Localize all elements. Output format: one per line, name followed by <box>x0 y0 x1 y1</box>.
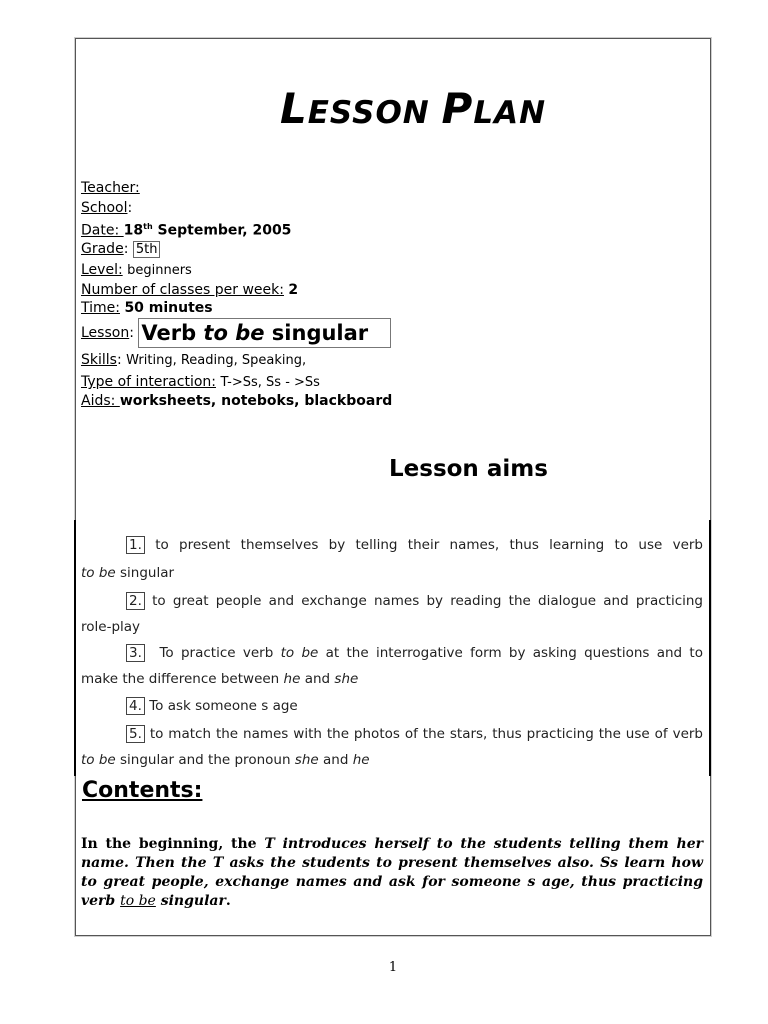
teacher-field: Teacher: <box>81 180 140 196</box>
aim-item-3: 3. To practice verb to be at the interrogative form by asking questions and to <box>126 645 703 661</box>
page-title: LESSON PLAN <box>279 84 547 133</box>
contents-heading: Contents: <box>82 778 203 803</box>
lesson-field: Lesson: Verb to be singular <box>81 318 391 348</box>
lesson-title-box: Verb to be singular <box>138 318 391 348</box>
aim-item-2: 2. to great people and exchange names by reading the dialogue and practicing <box>126 593 703 609</box>
aim-item-2-cont: role-play <box>81 619 141 635</box>
interaction-field: Type of interaction: T->Ss, Ss - >Ss <box>81 374 320 390</box>
aim-item-1-cont: to be singular <box>81 565 175 581</box>
aim-item-1: 1. to present themselves by telling their names, thus learning to use verb <box>126 537 703 553</box>
aim-item-4: 4. To ask someone s age <box>126 698 298 714</box>
lesson-aims-heading: Lesson aims <box>389 456 548 482</box>
right-margin-line <box>709 520 711 776</box>
contents-paragraph: In the beginning, the T introduces herself to the students telling them her name. Then the T asks the students to present themselves also. Ss learn how to great people, exchange names and ask for someone s age, thus practicing verb to be singular. <box>81 836 703 909</box>
classes-per-week-field: Number of classes per week: 2 <box>81 282 299 298</box>
grade-field: Grade: 5th <box>81 239 160 260</box>
aim-item-5: 5. to match the names with the photos of the stars, thus practicing the use of verb <box>126 726 703 742</box>
aids-field: Aids: worksheets, noteboks, blackboard <box>81 393 393 409</box>
time-field: Time: 50 minutes <box>81 300 213 316</box>
aim-item-5-cont: to be singular and the pronoun she and he <box>81 752 370 768</box>
school-field: School: <box>81 200 133 216</box>
level-field: Level: beginners <box>81 262 192 278</box>
skills-field: Skills: Writing, Reading, Speaking, <box>81 352 307 368</box>
page-number: 1 <box>388 960 398 975</box>
left-margin-line <box>74 520 76 776</box>
aim-item-3-cont: make the difference between he and she <box>81 671 359 687</box>
date-field: Date: 18th September, 2005 <box>81 222 292 239</box>
